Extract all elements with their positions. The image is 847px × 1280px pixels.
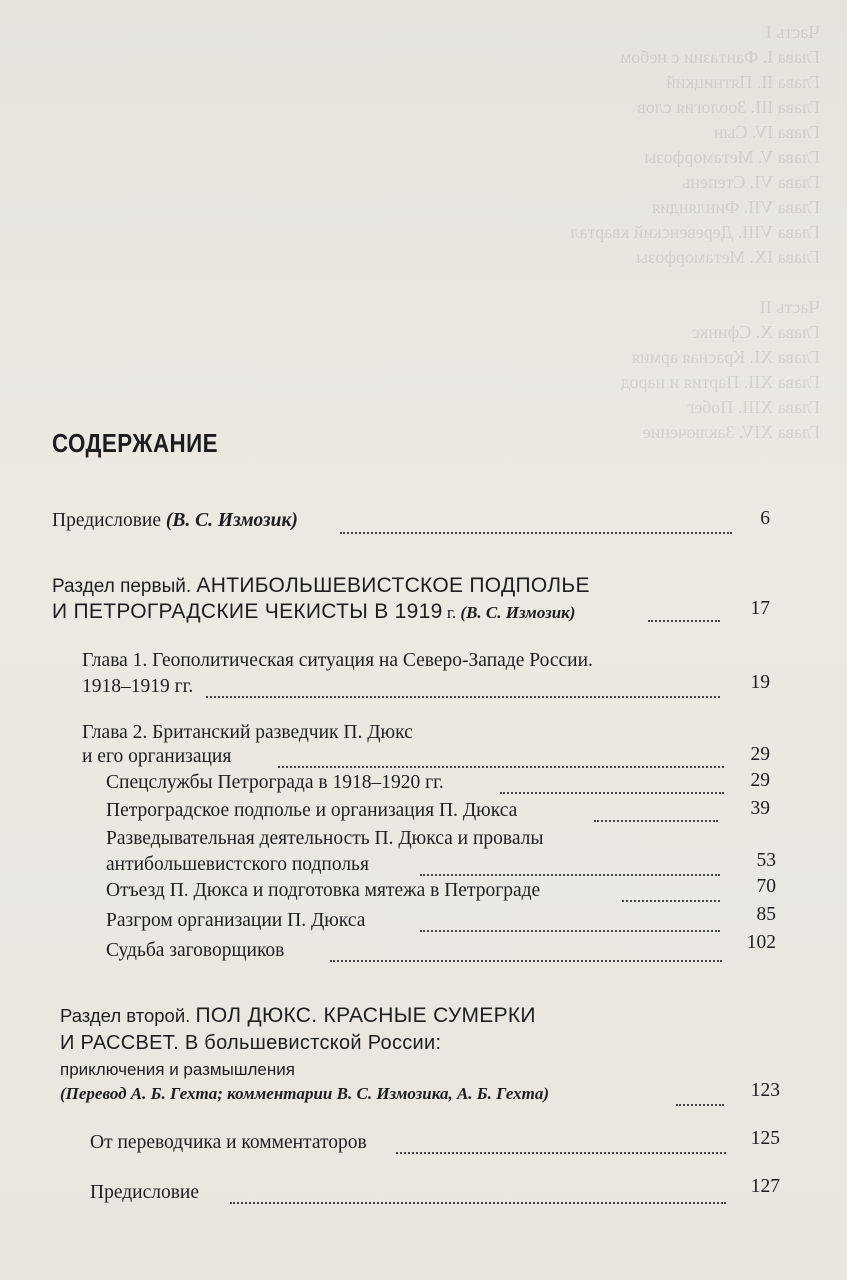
chapter-1-years: 1918–1919 гг. xyxy=(82,676,194,697)
contents-heading: СОДЕРЖАНИЕ xyxy=(52,428,218,458)
section-1-title-line-2 xyxy=(52,600,575,624)
leader-dots xyxy=(396,1152,726,1154)
bleed-through-line: Глава XI. Красная армия xyxy=(631,347,820,367)
page-number: 123 xyxy=(750,1080,780,1101)
page-number: 53 xyxy=(756,850,776,871)
section-1-prefix: Раздел первый. xyxy=(52,576,197,597)
bleed-through-line: Часть I xyxy=(765,22,820,42)
leader-dots xyxy=(420,874,720,876)
chapter-2-title-cont: и его организация xyxy=(82,746,232,767)
section-2-title-cont: И РАССВЕТ. В большевистской России: xyxy=(60,1032,442,1054)
bleed-through-line: Глава II. Пятницкий xyxy=(666,72,820,92)
leader-dots xyxy=(420,930,720,932)
section-2-subtitle: приключения и размышления xyxy=(60,1060,295,1079)
leader-dots xyxy=(278,766,724,768)
bleed-through-line: Глава X. Сфинкс xyxy=(692,322,820,342)
leader-dots xyxy=(206,696,720,698)
bleed-through-line xyxy=(220,270,820,295)
section-2-title: ПОЛ ДЮКС. КРАСНЫЕ СУМЕРКИ xyxy=(195,1004,536,1027)
leader-dots xyxy=(594,820,718,822)
section-2-title-line-1 xyxy=(60,1004,536,1028)
subentry-title: Отъезд П. Дюкса и подготовка мятежа в Петрограде xyxy=(106,880,541,901)
bleed-through-line: Глава I. Фантазии с небом xyxy=(620,47,820,67)
bleed-through-text xyxy=(220,20,820,445)
preface-author: (В. С. Измозик) xyxy=(165,510,298,531)
leader-dots xyxy=(500,792,724,794)
leader-dots xyxy=(648,620,720,622)
bleed-through-line: Глава III. Зоология слов xyxy=(637,97,820,117)
leader-dots xyxy=(340,532,732,534)
page-number: 39 xyxy=(750,798,770,819)
bleed-through-line: Глава VIII. Деревенский квартал xyxy=(570,222,820,242)
bleed-through-line: Глава V. Метаморфозы xyxy=(644,147,820,167)
bleed-through-line: Глава XIV. Заключение xyxy=(642,422,820,442)
subentry-title-cont: антибольшевистского подполья xyxy=(106,854,369,875)
leader-dots xyxy=(622,900,720,902)
section-1-title: АНТИБОЛЬШЕВИСТСКОЕ ПОДПОЛЬЕ xyxy=(196,574,590,597)
page-number: 6 xyxy=(760,508,770,529)
bleed-through-line: Глава XII. Партия и народ xyxy=(620,372,820,392)
page-number: 102 xyxy=(746,932,776,953)
chapter-2-title: Глава 2. Британский разведчик П. Дюкс xyxy=(82,722,413,743)
bleed-through-line: Глава IX. Метаморфозы xyxy=(636,247,820,267)
subentry-title: Разведывательная деятельность П. Дюкса и провалы xyxy=(106,828,544,849)
translators-note-title: От переводчика и комментаторов xyxy=(90,1132,367,1153)
bleed-through-line: Глава VI. Степень xyxy=(682,172,820,192)
leader-dots xyxy=(330,960,722,962)
section-1-title-cont: И ПЕТРОГРАДСКИЕ ЧЕКИСТЫ В 1919 xyxy=(52,600,443,623)
subentry-title: Спецслужбы Петрограда в 1918–1920 гг. xyxy=(106,772,444,793)
preface-title: Предисловие xyxy=(52,510,166,531)
page-number: 125 xyxy=(750,1128,780,1149)
page-number: 17 xyxy=(750,598,770,619)
section-1-title-line-1 xyxy=(52,574,590,598)
preface-2-title: Предисловие xyxy=(90,1182,200,1203)
subentry-title: Судьба заговорщиков xyxy=(106,940,285,961)
bleed-through-line: Глава VII. Финляндия xyxy=(651,197,820,217)
toc-entry-title xyxy=(52,510,298,532)
section-2-credits: (Перевод А. Б. Гехта; комментарии В. С. Измозика, А. Б. Гехта) xyxy=(60,1084,550,1103)
bleed-through-line: Часть II xyxy=(759,297,820,317)
leader-dots xyxy=(676,1104,724,1106)
section-1-author: (В. С. Измозик) xyxy=(460,603,576,622)
subentry-title: Разгром организации П. Дюкса xyxy=(106,910,366,931)
section-1-year-suffix: г. xyxy=(442,603,461,622)
section-2-prefix: Раздел второй. xyxy=(60,1005,196,1026)
leader-dots xyxy=(230,1202,726,1204)
bleed-through-line: Глава IV. Сын xyxy=(713,122,820,142)
chapter-1-title: Глава 1. Геополитическая ситуация на Северо-Западе России. xyxy=(82,650,593,671)
page-number: 29 xyxy=(750,770,770,791)
page-number: 70 xyxy=(756,876,776,897)
bleed-through-line: Глава XIII. Побег xyxy=(686,397,820,417)
page-number: 19 xyxy=(750,672,770,693)
page-number: 29 xyxy=(750,744,770,765)
subentry-title: Петроградское подполье и организация П. Дюкса xyxy=(106,800,518,821)
page-number: 127 xyxy=(750,1176,780,1197)
page-number: 85 xyxy=(756,904,776,925)
